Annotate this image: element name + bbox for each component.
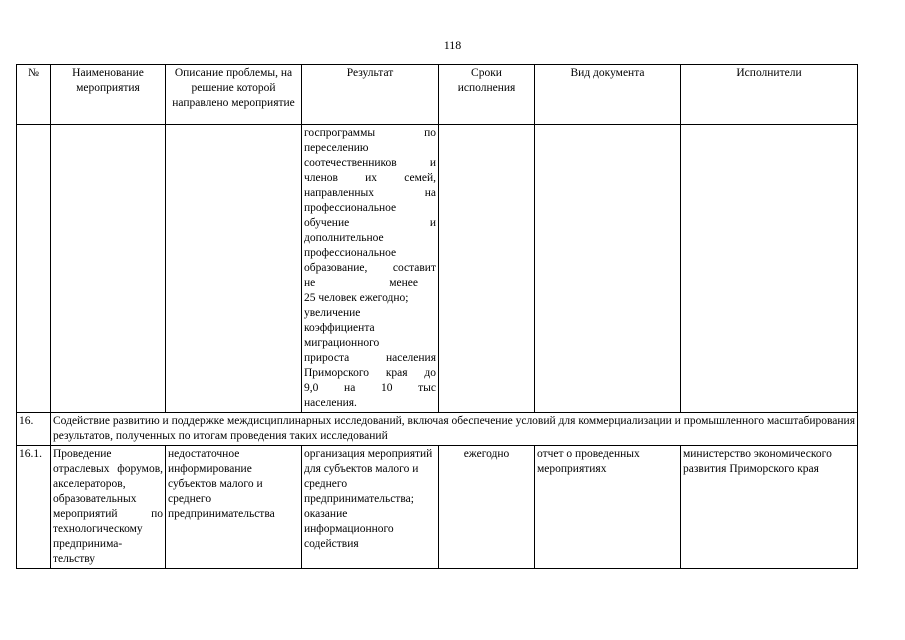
result-line: образование, составит — [304, 262, 436, 274]
result-line: увеличение — [304, 307, 361, 319]
cont-executors-cell — [681, 125, 858, 413]
result-line: населения. — [304, 397, 357, 409]
cont-result-cell — [302, 125, 439, 413]
section-num: 16. — [17, 413, 51, 446]
row-problem: недостаточное информирование субъектов малого и среднего предпринимательства — [166, 446, 302, 569]
row-doc-type: отчет о проведенных мероприятиях — [535, 446, 681, 569]
row-num: 16.1. — [17, 446, 51, 569]
header-result: Результат — [302, 65, 439, 125]
header-terms: Сроки исполнения — [439, 65, 535, 125]
result-line: профессиональное — [304, 247, 397, 259]
header-problem: Описание проблемы, на решение которой направлено мероприятие — [166, 65, 302, 125]
row-result: организация мероприятий для субъектов малого и среднего предпринимательства; оказание информационного содействия — [302, 446, 439, 569]
result-line: профессиональное — [304, 202, 397, 214]
header-num: № — [17, 65, 51, 125]
cont-problem-cell — [166, 125, 302, 413]
result-line: переселению — [304, 142, 369, 154]
result-line: направленных на — [304, 187, 436, 199]
row-executors: министерство экономического развития Приморского края — [681, 446, 858, 569]
result-line: дополнительное — [304, 232, 384, 244]
result-line: прироста населения — [304, 352, 436, 364]
row-name: Проведение отраслевых форумов, акселераторов, образовательных мероприятий по технологическому предпринима-тельству — [51, 446, 166, 569]
result-line: коэффициента — [304, 322, 375, 334]
result-line: 25 человек ежегодно; — [304, 292, 409, 304]
events-table — [16, 64, 858, 569]
result-line: миграционного — [304, 337, 380, 349]
result-line: Приморского края до — [304, 367, 436, 379]
header-executors: Исполнители — [681, 65, 858, 125]
result-line: не менее — [304, 277, 418, 289]
result-line: 9,0 на 10 тыс — [304, 382, 436, 394]
result-line: соотечественников и — [304, 157, 436, 169]
result-line: обучение и — [304, 217, 436, 229]
cont-name-cell — [51, 125, 166, 413]
table-row — [17, 446, 858, 569]
result-line: госпрограммы по — [304, 127, 436, 139]
page-number: 118 — [443, 38, 462, 52]
cont-terms-cell — [439, 125, 535, 413]
section-row — [17, 413, 858, 446]
section-title: Содействие развитию и поддержке междисциплинарных исследований, включая обеспечение условий для коммерциализации и промышленного масштабирования результатов, полученных по итогам проведения таких исследований — [51, 413, 858, 446]
header-name: Наименование мероприятия — [51, 65, 166, 125]
header-doc-type: Вид документа — [535, 65, 681, 125]
continuation-row — [17, 125, 858, 413]
cont-doc-type-cell — [535, 125, 681, 413]
row-terms: ежегодно — [439, 446, 535, 569]
cont-num-cell — [17, 125, 51, 413]
header-row — [17, 65, 858, 125]
result-line: членов их семей, — [304, 172, 436, 184]
